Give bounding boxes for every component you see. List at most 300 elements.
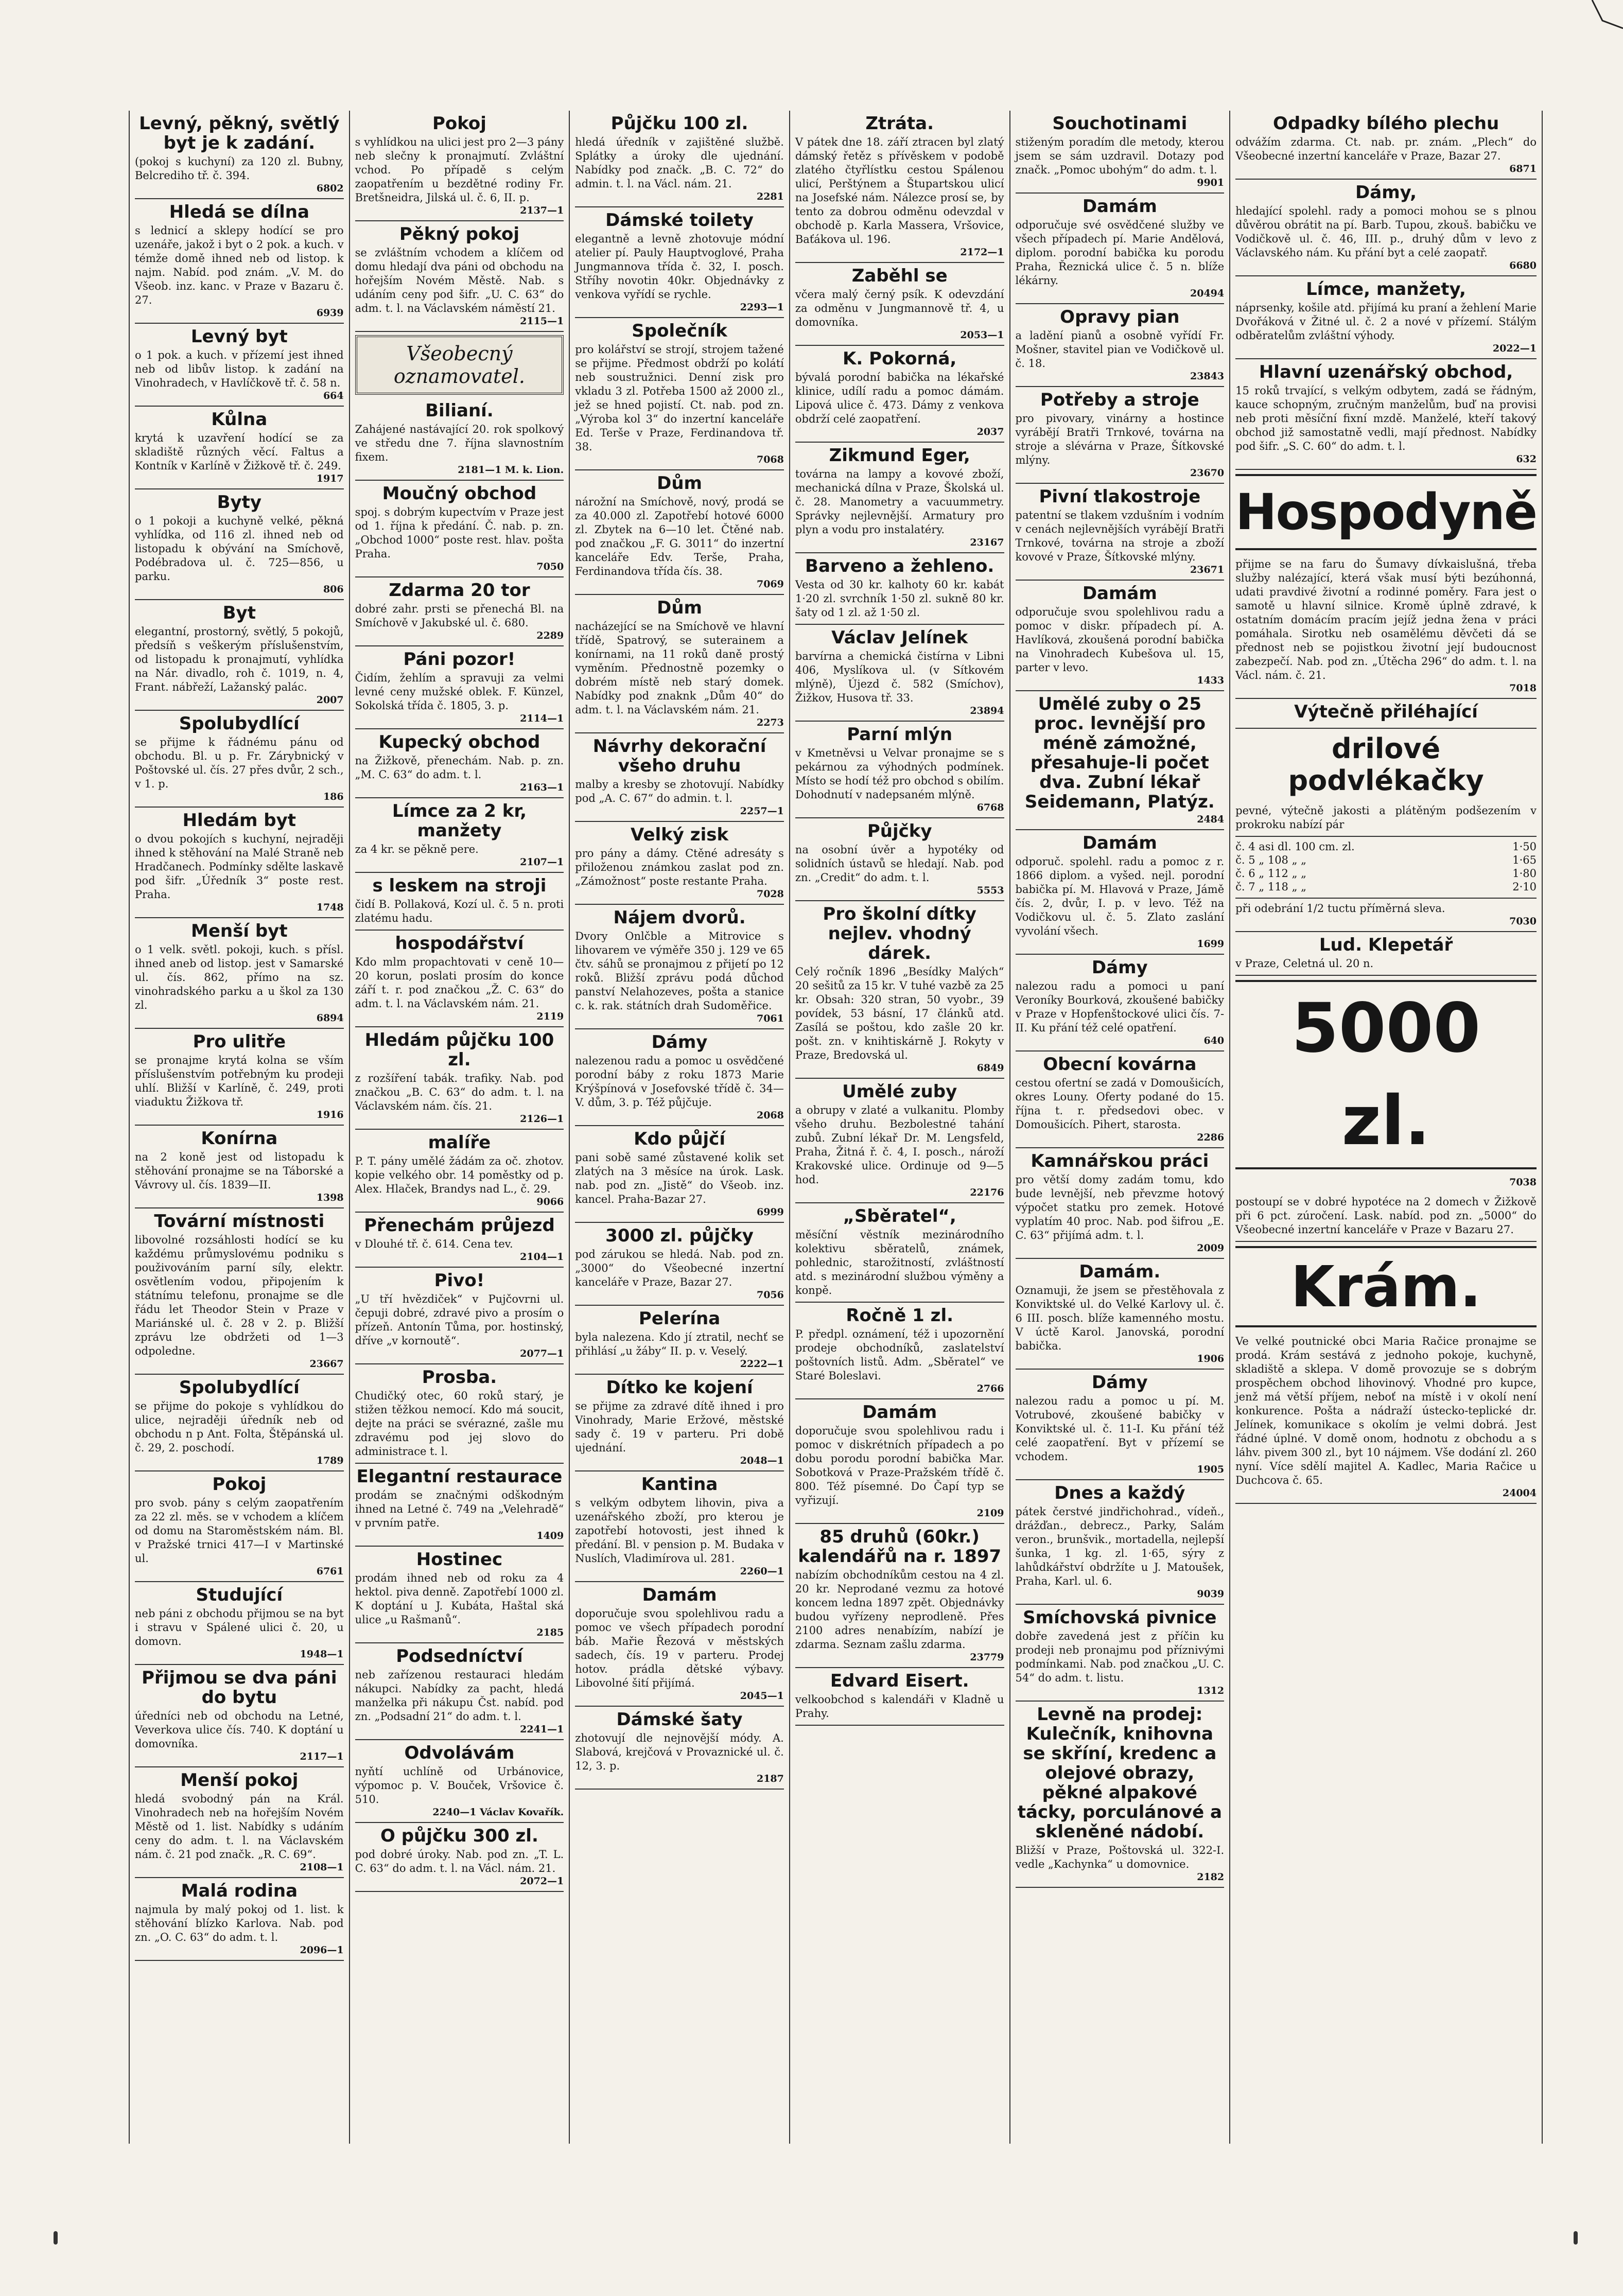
ad-title: „Sběratel“, bbox=[843, 1206, 956, 1226]
classified-ad bbox=[355, 1130, 564, 1213]
classified-ad bbox=[355, 577, 564, 646]
ad-body: o 1 pokoji a kuchyně velké, pěkná vyhlídka, od 116 zl. ihned neb od listopadu k obývání na Smíchově, Podébradova ul. č. 725—856, u parku. bbox=[135, 515, 344, 583]
classified-ad bbox=[135, 918, 344, 1029]
ad-reference-number: 2182 bbox=[1197, 1871, 1225, 1883]
classified-ad bbox=[355, 398, 564, 481]
price-value: 1·65 bbox=[1512, 854, 1537, 866]
classified-ad bbox=[355, 1268, 564, 1364]
classified-ad bbox=[355, 1364, 564, 1464]
ad-reference-number: 2007 bbox=[316, 694, 344, 706]
classified-ad bbox=[1016, 1051, 1225, 1148]
ad-reference-number: 6768 bbox=[976, 802, 1004, 813]
ad-title: Kdo půjčí bbox=[634, 1129, 725, 1149]
ad-body: nalezou radu a pomoc u pí. M. Votrubové, zkoušené babičky v Konviktské ul. č. 11-I. Ku přání též celé zaopatření. Byt v přízemí se vchodem. bbox=[1015, 1395, 1225, 1463]
ad-title: Nájem dvorů. bbox=[613, 907, 746, 928]
price-row bbox=[1235, 853, 1537, 867]
display-headline: Krám. bbox=[1235, 1246, 1537, 1327]
classified-ad bbox=[135, 1029, 344, 1126]
ad-title: Hledám půjčku 100 zl. bbox=[364, 1030, 554, 1070]
ad-body: pro pivovary, vinárny a hostince vyrábějí Bratři Trnkové, továrna na stroje a slévárna v Praze, Šítkovské mlýny. bbox=[1015, 412, 1225, 466]
ad-title: K. Pokorná, bbox=[843, 348, 957, 369]
ad-title: malíře bbox=[428, 1132, 491, 1153]
classified-ad bbox=[795, 625, 1004, 722]
ad-body: Oznamuji, že jsem se přestěhovala z Konviktské ul. do Velké Karlovy ul. č. 6 III. posch. blíže kamenného mostu. V úctě Karol. Janovská, porodní babička. bbox=[1015, 1284, 1225, 1352]
ad-title: s leskem na stroji bbox=[372, 875, 547, 896]
ad-body: doporučuje svou spolehlivou radu a pomoc ve všech případech porodní báb. Mařie Řezová v městských sadech, čís. 19 v parteru. Prodej hotov. prádla dětské výbavy. Libovolné šití přijímá. bbox=[575, 1607, 784, 1689]
ad-reference-number: 23667 bbox=[309, 1358, 344, 1370]
ad-title: Spolubydlící bbox=[179, 713, 300, 734]
ad-reference-number: 7069 bbox=[756, 579, 784, 590]
newspaper-page bbox=[129, 111, 1543, 2144]
ad-title: Umělé zuby bbox=[842, 1081, 957, 1102]
ad-reference-number: 2240—1 Václav Kovařík. bbox=[432, 1807, 564, 1818]
ad-title: Opravy pian bbox=[1060, 307, 1180, 327]
classified-ad bbox=[135, 808, 344, 918]
ad-title: Dámy bbox=[1091, 1372, 1148, 1393]
ad-reference-number: 2289 bbox=[536, 630, 564, 641]
price-row bbox=[1235, 867, 1537, 880]
classified-ad bbox=[575, 1582, 784, 1707]
ad-body: se přijme k řádnému pánu od obchodu. Bl. u p. Fr. Zárybnický v Poštovské ul. čís. 27 přes dvůr, 2 sch., v 1. p. bbox=[135, 736, 344, 790]
ad-body: 15 roků trvající, s velkým odbytem, zadá se řádným, kauce schopným, zručným manželům, buď na provisi neb proti měsíční fixní mzdě. Manželé, kteří takový obchod již samostatně vedli, mají přednost. Nabídky pod šifr. „S. C. 60“ do adm. t. l. bbox=[1235, 384, 1537, 452]
ad-reference-number: 2137—1 bbox=[520, 205, 564, 216]
ad-reference-number: 2181—1 M. k. Lion. bbox=[458, 464, 564, 476]
ad-title: Smíchovská pivnice bbox=[1023, 1607, 1217, 1628]
ad-reference-number: 2109 bbox=[976, 1508, 1004, 1519]
ad-title: Ročně 1 zl. bbox=[846, 1305, 954, 1326]
ad-reference-number: 1312 bbox=[1197, 1685, 1225, 1696]
ad-title: Výtečně přiléhající bbox=[1294, 702, 1478, 722]
classified-ad bbox=[1235, 699, 1537, 729]
ad-title: Damám bbox=[1082, 196, 1157, 217]
ad-title: Edvard Eisert. bbox=[830, 1671, 969, 1691]
column-5 bbox=[1010, 111, 1231, 2144]
ad-body: odvážím zdarma. Ct. nab. pr. znám. „Plech“ do Všeobecné inzertní kanceláře v Praze, Bazar 27. bbox=[1235, 136, 1537, 162]
ad-body: pevné, výtečně jakosti a plátěným podšezením v prokroku nabízí pár bbox=[1235, 804, 1537, 831]
ad-reference-number: 2260—1 bbox=[740, 1566, 784, 1577]
ad-body: úředníci neb od obchodu na Letné, Veverkova ulice čís. 740. K doptání u domovníka. bbox=[135, 1710, 344, 1750]
classified-ad bbox=[1235, 276, 1537, 359]
ad-title: Dnes a každý bbox=[1054, 1483, 1185, 1503]
corner-fold-icon bbox=[1577, 0, 1623, 46]
classified-ad bbox=[575, 111, 784, 207]
ad-body: s vyhlídkou na ulici jest pro 2—3 pány neb slečny k pronajmutí. Zvláštní vchod. Po případě s celým zaopatřením u bezdětné rodiny Fr. Bretšneidra, Jilská ul. č. 6, II. p. bbox=[355, 136, 564, 204]
ad-reference-number: 2273 bbox=[756, 717, 784, 728]
classified-ad bbox=[135, 1878, 344, 1961]
ad-title: Společník bbox=[632, 321, 727, 341]
page-corner-fold bbox=[1577, 0, 1623, 46]
ad-body: Chudičký otec, 60 roků starý, je stižen těžkou nemocí. Kdo má soucit, dejte na práci se svérazné, zašle mu zdravému pod jej slovo do administrace t. l. bbox=[355, 1390, 564, 1458]
ad-body: hledá svobodný pán na Král. Vinohradech neb na hořejším Novém Městě od 1. list. Nabídky s udáním ceny do adm. t. l. na Václavském nám. č. 21 pod značk. „R. C. 69“. bbox=[135, 1793, 344, 1861]
ad-body: měsíční věstník mezinárodního kolektivu sběratelů, známek, pohlednic, starožitností, zvláštností atd. s mezinárodní službou výměny a konpě. bbox=[795, 1229, 1004, 1296]
ad-body: V pátek dne 18. září ztracen byl zlatý dámský řetěz s přívěskem v podobě zlatého čtyřlístku cestou Spálenou ulicí, Perštýnem a Štupartskou ulicí na Josefské nám. Nálezce prosí se, by tento za dobrou odměnu odevzdal v obchodě p. Karla Massera, Vršovice, Baťákova ul. 196. bbox=[795, 136, 1004, 246]
ad-body: prodám ihned neb od roku za 4 hektol. piva denně. Zapotřebí 1000 zl. K doptání u J. Kubáta, Haštal ská ulice „u Rašmanů“. bbox=[355, 1572, 564, 1626]
ad-body: prodám se značnými odškodným ihned na Letné č. 749 na „Velehradě“ v prvním patře. bbox=[355, 1489, 564, 1529]
binding-mark-right bbox=[1574, 2231, 1578, 2245]
classified-ad bbox=[1016, 304, 1225, 387]
classified-ad bbox=[1016, 955, 1225, 1051]
classified-ad bbox=[795, 111, 1004, 263]
ad-reference-number: 806 bbox=[323, 584, 344, 595]
ad-title: Pivo! bbox=[434, 1270, 485, 1291]
ad-body: najmula by malý pokoj od 1. list. k stěhování blízko Karlova. Nab. pod zn. „O. C. 63“ do adm. t. l. bbox=[135, 1903, 344, 1943]
ad-body: odporuč. spolehl. radu a pomoc z r. 1866 diplom. a vyšed. nejl. porodní babička pí. M. Hlavová v Praze, Jámě čís. 2, dvůr, I. p. v levo. Též na Vodičkovu ul. č. 5. Zlato zaslání vyvolání všech. bbox=[1015, 855, 1225, 937]
ad-title: Malá rodina bbox=[181, 1881, 298, 1901]
ad-reference-number: 2187 bbox=[756, 1773, 784, 1784]
ad-reference-number: 2114—1 bbox=[520, 713, 564, 724]
ad-body: elegantní, prostorný, světlý, 5 pokojů, předsíň s veškerým příslušenstvím, od listopadu k pronajmutí, vyhlídka na Nár. divadlo, roh č. 1019, n. 4, Frant. nábřeží, Lažanský palác. bbox=[135, 625, 344, 693]
ad-reference-number: 2257—1 bbox=[740, 805, 784, 817]
classified-ad bbox=[575, 822, 784, 905]
ad-body: Čidím, žehlím a spravuji za velmi levné ceny mužské oblek. F. Künzel, Sokolská třída č. 1805, 3. p. bbox=[355, 672, 564, 712]
classified-ad bbox=[135, 199, 344, 324]
ad-reference-number: 2053—1 bbox=[960, 329, 1004, 341]
ad-title: Konírna bbox=[201, 1128, 278, 1149]
classified-ad bbox=[575, 1126, 784, 1223]
ad-body: a obrupy v zlaté a vulkanitu. Plomby všeho druhu. Bezbolestné tahání zubů. Zubní lékař Dr. M. Lengsfeld, Praha, Žitná ř. č. 4, I. posch., nároží Krakovské ulice. Ordinuje od 9—5 hod. bbox=[795, 1104, 1004, 1186]
classified-ad bbox=[1235, 1331, 1537, 1504]
ad-title: Spolubydlící bbox=[179, 1377, 300, 1398]
classified-ad bbox=[355, 1213, 564, 1268]
ad-body: odporučuje své osvědčené služby ve všech případech pí. Marie Andělová, diplom. porodní babička ku porodu Praha, Řeznická ulice č. 5 n. blíže lékárny. bbox=[1015, 219, 1225, 287]
ad-title: Parní mlýn bbox=[847, 724, 953, 745]
ad-title: 3000 zl. půjčky bbox=[605, 1225, 754, 1246]
price-size: č. 7 „ 118 „ „ bbox=[1235, 881, 1307, 893]
classified-ad bbox=[355, 1027, 564, 1130]
ad-title: Páni pozor! bbox=[403, 649, 516, 670]
classified-ad bbox=[1016, 194, 1225, 304]
ad-title: Přijmou se dva páni do bytu bbox=[142, 1668, 337, 1708]
classified-ad bbox=[1235, 899, 1537, 932]
ad-title: hospodářství bbox=[395, 933, 524, 954]
ad-reference-number: 22176 bbox=[970, 1187, 1004, 1198]
ad-body: pod dobré úroky. Nab. pod zn. „T. L. C. 63“ do adm. t. l. na Václ. nám. 21. bbox=[355, 1848, 564, 1874]
ad-title: Pokoj bbox=[212, 1474, 267, 1495]
ad-title: Barveno a žehleno. bbox=[805, 556, 994, 576]
classified-ad bbox=[575, 1306, 784, 1375]
classified-ad bbox=[575, 905, 784, 1029]
classified-ad bbox=[575, 1223, 784, 1306]
ad-body: P. T. pány umělé žádám za oč. zhotov. kopie velkého obr. 14 poměstky od p. Alex. Hlaček, Brandys nad L., č. 29. bbox=[355, 1155, 564, 1195]
classified-ad bbox=[355, 1643, 564, 1740]
ad-title: Levný byt bbox=[190, 326, 288, 347]
ad-reference-number: 2022—1 bbox=[1492, 343, 1537, 354]
classified-ad bbox=[355, 481, 564, 577]
ad-reference-number: 2126—1 bbox=[520, 1113, 564, 1125]
classified-ad bbox=[135, 1582, 344, 1665]
ad-body: pro kolářství se strojí, strojem tažené se přijme. Předmost obdrží po kolátí neb soustružnici. Denní zisk pro vkladu 3 zl. Potřeba 1500 až 2000 zl., jež se hned pojistí. Ct. nab. pod zn. „Výroba kol 3“ do inzertní kanceláře Ed. Terše v Praze, Ferdinandova tř. 38. bbox=[575, 343, 784, 453]
classified-ad bbox=[795, 1524, 1004, 1668]
ad-body: o dvou pokojích s kuchyní, nejraději ihned k stěhování na Malé Straně neb Hradčanech. Podmínky sdělte laskavě pod šifr. „Úředník 3“ poste rest. Praha. bbox=[135, 833, 344, 901]
ad-title: Půjčku 100 zl. bbox=[610, 113, 748, 134]
price-list bbox=[1235, 837, 1537, 899]
ad-body: Bližší v Praze, Poštovská ul. 322-I. vedle „Kachynka“ u domovnice. bbox=[1015, 1844, 1225, 1870]
ad-reference-number: 9066 bbox=[536, 1196, 564, 1207]
ad-title: 85 druhů (60kr.) kalendářů na r. 1897 bbox=[798, 1527, 1002, 1567]
price-value: 1·80 bbox=[1512, 867, 1537, 880]
ad-reference-number: 7030 bbox=[1509, 916, 1537, 927]
ad-title: Levný, pěkný, světlý byt je k zadání. bbox=[139, 113, 340, 153]
ad-title: Zikmund Eger, bbox=[829, 445, 970, 466]
ad-title: Pokoj bbox=[432, 113, 486, 134]
classified-ad bbox=[135, 1665, 344, 1767]
column-4 bbox=[790, 111, 1010, 2144]
price-size: č. 5 „ 108 „ „ bbox=[1235, 854, 1307, 866]
classified-ad bbox=[575, 1375, 784, 1471]
ad-title: Prosba. bbox=[422, 1367, 497, 1388]
ad-reference-number: 6849 bbox=[976, 1062, 1004, 1074]
ad-title: Pro ulitře bbox=[193, 1031, 286, 1052]
classified-ad bbox=[1235, 1192, 1537, 1242]
ad-body: pro svob. pány s celým zaopatřením za 22 zl. měs. se v vchodem a klíčem od domu na Staroměstském nám. Bl. v Pražské trnici 417—I v Martinské ul. bbox=[135, 1497, 344, 1565]
ad-title: Zdarma 20 tor bbox=[389, 580, 530, 601]
ad-reference-number: 1748 bbox=[316, 902, 344, 913]
ad-title: Zaběhl se bbox=[851, 266, 948, 286]
ad-body: a ladění pianů a osobně vyřídí Fr. Mošner, stavitel pian ve Vodičkově ul. č. 18. bbox=[1015, 329, 1225, 370]
classified-ad bbox=[575, 1707, 784, 1790]
classified-ad bbox=[135, 1375, 344, 1471]
ad-reference-number: 7050 bbox=[536, 561, 564, 572]
ad-title: Přenechám průjezd bbox=[364, 1215, 555, 1236]
display-headline: 5000 zl. bbox=[1235, 980, 1537, 1169]
ad-body: v Kmetněvsi u Velvar pronajme se s pekárnou za výhodných podmínek. Místo se hodí též pro obchod s obilím. Dohodnutí v nadepsaném mlýně. bbox=[795, 747, 1004, 801]
ad-body: krytá k uzavření hodící se za skladiště různých věcí. Faltus a Kontník v Karlíně v Žižkově tř. č. 249. bbox=[135, 432, 344, 472]
classified-ad bbox=[355, 1464, 564, 1547]
ad-reference-number: 7018 bbox=[1509, 682, 1537, 694]
price-row bbox=[1235, 880, 1537, 893]
classified-ad bbox=[355, 729, 564, 798]
ad-title: O půjčku 300 zl. bbox=[380, 1826, 538, 1846]
ad-reference-number: 2172—1 bbox=[960, 247, 1004, 258]
price-value: 2·10 bbox=[1512, 881, 1537, 893]
ad-title: Odpadky bílého plechu bbox=[1272, 113, 1499, 134]
ad-reference-number: 2108—1 bbox=[300, 1862, 344, 1873]
ad-title: Damám bbox=[642, 1585, 717, 1605]
ad-reference-number: 23671 bbox=[1190, 564, 1225, 575]
ad-reference-number: 6999 bbox=[756, 1206, 784, 1218]
classified-ad bbox=[355, 221, 564, 332]
ad-title: Dům bbox=[657, 473, 702, 494]
column-3 bbox=[570, 111, 790, 2144]
classified-ad bbox=[355, 1740, 564, 1823]
ad-reference-number: 2119 bbox=[536, 1011, 564, 1022]
binding-mark-left bbox=[54, 2231, 58, 2245]
ad-reference-number: 1906 bbox=[1197, 1353, 1225, 1364]
ad-body: hledá úředník v zajištěné službě. Splátky a úroky dle ujednání. Nabídky pod značk. „B. C. 72“ do admin. t. l. na Václ. nám. 21. bbox=[575, 136, 784, 190]
ad-body: včera malý černý psík. K odevzdání za odměnu v Jungmannově tř. 4, u domovníka. bbox=[795, 288, 1004, 328]
ad-title: Damám. bbox=[1079, 1261, 1161, 1282]
ad-reference-number: 6761 bbox=[316, 1566, 344, 1577]
ad-body: při odebrání 1/2 tuctu příměrná sleva. bbox=[1235, 902, 1445, 915]
ad-reference-number: 1789 bbox=[316, 1455, 344, 1466]
classified-ad bbox=[355, 1823, 564, 1892]
ad-reference-number: 2185 bbox=[536, 1627, 564, 1638]
classified-ad bbox=[135, 600, 344, 711]
ad-title: Dámské toilety bbox=[605, 210, 754, 231]
classified-ad bbox=[575, 470, 784, 595]
classified-ad bbox=[1016, 111, 1225, 194]
ad-title: Hostinec bbox=[416, 1549, 503, 1570]
classified-ad bbox=[1235, 801, 1537, 837]
classified-ad bbox=[795, 553, 1004, 625]
ad-body: o 1 velk. světl. pokoji, kuch. s přísl. ihned aneb od listop. jest v Samarské ul. čís. 862, přímo na sz. vinohradského parku a u škol za 130 zl. bbox=[135, 943, 344, 1011]
ad-title: Souchotinami bbox=[1052, 113, 1188, 134]
ad-body: velkoobchod s kalendáři v Kladně u Prahy. bbox=[795, 1693, 1004, 1720]
classified-ad bbox=[1016, 1480, 1225, 1605]
ad-title: Kantina bbox=[641, 1474, 718, 1495]
classified-ad bbox=[795, 263, 1004, 346]
ad-title: Potřeby a stroje bbox=[1040, 390, 1199, 410]
ad-body: v Praze, Celetná ul. 20 n. bbox=[1235, 957, 1374, 970]
ad-reference-number: 2104—1 bbox=[520, 1251, 564, 1263]
classified-ad bbox=[795, 901, 1004, 1079]
ad-body: pod zárukou se hledá. Nab. pod zn. „3000“ do Všeobecné inzertní kanceláře v Praze, Bazar 27. bbox=[575, 1248, 784, 1288]
ad-title: Menší pokoj bbox=[180, 1770, 299, 1791]
ad-body: nacházející se na Smíchově ve hlavní třídě, Spatrový, se suterainem a konírnami, na 11 roků daně prostý vyměním. Přednostně pozemky o dobrém místě neb starý domek. Nabídky pod znaknk „Dům 40“ do adm. t. l. na Václavském nám. 21. bbox=[575, 620, 784, 716]
ad-title: Hlavní uzenářský obchod, bbox=[1259, 362, 1513, 382]
classified-ad bbox=[1016, 1148, 1225, 1259]
classified-ad bbox=[795, 818, 1004, 901]
ad-title: Dítko ke kojení bbox=[606, 1377, 753, 1398]
ad-body: odporučuje svou spolehlivou radu a pomoc v diskr. případech pí. A. Havlíková, zkoušená porodní babička na Vinohradech Kubešova ul. 15, parter v levo. bbox=[1015, 606, 1225, 674]
ad-reference-number: 1398 bbox=[316, 1192, 344, 1203]
ad-reference-number: 20494 bbox=[1190, 288, 1225, 299]
ad-title: Václav Jelínek bbox=[831, 627, 968, 648]
ad-body: nalezou radu a pomoci u paní Veroníky Bourková, zkoušené babičky v Praze v Hopfenštockové ulici čís. 7-II. Ku přání též celé opatření. bbox=[1015, 980, 1225, 1034]
classified-ad bbox=[1016, 691, 1225, 830]
ad-title: Límce, manžety, bbox=[1306, 279, 1466, 300]
ad-body: nárožní na Smíchově, nový, prodá se za 40.000 zl. Zapotřebí hotové 6000 zl. Zbytek na 6—10 let. Čtěné nab. pod značkou „F. G. 3011“ do inzertní kanceláře Edv. Terše, Praha, Ferdinandova třída čís. 38. bbox=[575, 496, 784, 577]
ad-title: Kůlna bbox=[211, 409, 268, 430]
classified-ad bbox=[135, 1471, 344, 1582]
ad-body: Ve velké poutnické obci Maria Račice pronajme se prodá. Krám sestává z jednoho pokoje, kuchyně, skladiště a sklepa. V domě provozuje se s dobrým prospěchem obchod lihovinový. Vhodné pro kupce, jenž má větší příjem, neboť na místě i v okolí není konkurence. Pošta a nádraží ústecko-teplické dr. Jelínek, komunikace s okolím je velmi dobrá. Jest řádné úplné. V domě onom, hodnotu z obchodu a s láhv. pivem 300 zl., byt 10 nájmem. Vše dodání zl. 260 nyní. Více sdělí majitel A. Kadlec, Maria Račice u Duchcova č. 65. bbox=[1235, 1335, 1537, 1486]
ad-title: Návrhy dekorační všeho druhu bbox=[592, 736, 766, 776]
ad-title: Umělé zuby o 25 proc. levnější pro méně zámožné, přesahuje-li počet dva. Zubní lékař Seidemann, Platýz. bbox=[1024, 694, 1215, 812]
section-banner: Všeobecný oznamovatel. bbox=[355, 335, 564, 395]
ad-title: Odvolávám bbox=[404, 1743, 515, 1763]
column-1 bbox=[130, 111, 350, 2144]
ad-reference-number: 1916 bbox=[316, 1109, 344, 1120]
ad-reference-number: 1917 bbox=[316, 473, 344, 484]
ad-title: Damám bbox=[1082, 583, 1157, 604]
ad-body: Dvory Onlčble a Mitrovice s lihovarem ve výměře 350 j. 129 ve 65 čtv. sáhů se pronajmou z přijetí po 12 roků. Bližší zprávu podá důchod panství Nelahozeves, pošta a stanice c. k. rak. státních drah Sudoměřice. bbox=[575, 930, 784, 1012]
ad-reference-number: 2222—1 bbox=[740, 1358, 784, 1370]
ad-body: s lednicí a sklepy hodící se pro uzenáře, jakož i byt o 2 pok. a kuch. v témže domě ihned neb od listop. k najm. Nabíd. pod znám. „V. M. do Všeob. inz. kanc. v Praze v Bazaru č. 27. bbox=[135, 224, 344, 306]
ad-body: se přijme do pokoje s vyhlídkou do ulice, nejraději úředník neb od obchodu n p Ant. Folta, Štěpánská ul. č. 29, 2. poschodí. bbox=[135, 1400, 344, 1454]
classified-ad bbox=[355, 1547, 564, 1643]
ad-title: Studující bbox=[196, 1585, 283, 1605]
ad-body: nyňtí uchlíně od Urbánovice, výpomoc p. V. Bouček, Vršovice č. 510. bbox=[355, 1765, 564, 1806]
classified-ad bbox=[1016, 830, 1225, 955]
ad-reference-number: 2077—1 bbox=[520, 1348, 564, 1359]
ad-body: Celý ročník 1896 „Besídky Malých“ 20 sešitů za 15 kr. V tuhé vazbě za 25 kr. Obsah: 320 stran, 50 vyobr., 39 povídek, 53 básní, 17 článků atd. Zasílá se poštou, kdo zašle 20 kr. pošt. zn. v knihtiskárně J. Rokyty v Praze, Bredovská ul. bbox=[795, 966, 1004, 1061]
ad-body: dobře zavedená jest z příčin ku prodeji neb pronajmu pod příznivými podmínkami. Nab. pod značkou „U. C. 54“ do adm. t. listu. bbox=[1015, 1630, 1225, 1684]
classified-ad bbox=[795, 722, 1004, 818]
ad-body: postoupí se v dobré hypotéce na 2 domech v Žižkově při 6 pct. zúročení. Lask. nabíd. pod zn. „5000“ do Všeobecné inzertní kanceláře v Praze v Bazaru 27. bbox=[1235, 1196, 1537, 1236]
ad-reference-number: 2037 bbox=[976, 426, 1004, 437]
ad-reference-number: 1409 bbox=[536, 1530, 564, 1541]
ad-body: pátek čerstvé jindřichohrad., vídeň., drážďan., debrecz., Parky, Salám veron., brunšvik., mortadella, nejlepší šunka, 1 kg. zl. 1·65, sýry z lahůdkářství obdržíte u J. Matoušek, Praha, Karl. ul. 6. bbox=[1015, 1505, 1225, 1587]
ad-body: se zvláštním vchodem a klíčem od domu hledají dva páni od obchodu na hořejším Novém Městě. Nab. s udáním ceny pod šifr. „U. C. 63“ do adm. t. l. na Václavském náměstí 21. bbox=[355, 247, 564, 314]
ad-title: Byt bbox=[222, 603, 256, 623]
ad-reference-number: 632 bbox=[1516, 453, 1537, 465]
ad-body: neb zařízenou restauraci hledám nákupci. Nabídky za pacht, hledá manželka při nákupu Čst. nabíd. pod zn. „Podsadní 21“ do adm. t. l. bbox=[355, 1669, 564, 1723]
ad-title: Menší byt bbox=[191, 921, 288, 941]
classified-ad bbox=[135, 711, 344, 808]
classified-ad bbox=[575, 318, 784, 470]
classified-ad bbox=[795, 1303, 1004, 1399]
ad-reference-number: 2068 bbox=[756, 1110, 784, 1121]
ad-reference-number: 23894 bbox=[970, 705, 1004, 716]
ad-body: v Dlouhé tř. č. 614. Cena tev. bbox=[355, 1238, 513, 1250]
ad-body: doporučuje svou spolehlivou radu i pomoc v diskrétních případech a po dobu porodu porodní babička Mar. Sobotková v Praze-Pražském třídě č. 800. Též písemné. Do Čapí typ se vyřizují. bbox=[795, 1425, 1004, 1506]
ad-reference-number: 1905 bbox=[1197, 1464, 1225, 1475]
ad-body: neb páni z obchodu přijmou se na byt i stravu v Spálené ulici č. 20, u domovn. bbox=[135, 1607, 344, 1647]
ad-title: Dámy bbox=[1091, 957, 1148, 978]
classified-ad bbox=[135, 1126, 344, 1208]
ad-title: Velký zisk bbox=[631, 825, 729, 845]
ad-reference-number: 664 bbox=[323, 390, 344, 401]
ad-reference-number: 2163—1 bbox=[520, 782, 564, 793]
classified-ad bbox=[575, 1029, 784, 1126]
ad-title: Kupecký obchod bbox=[378, 732, 540, 752]
ad-title: Damám bbox=[1082, 833, 1157, 853]
classified-ad bbox=[1235, 932, 1537, 976]
ad-reference-number: 1699 bbox=[1197, 938, 1225, 950]
ad-title: Pěkný pokoj bbox=[399, 224, 520, 244]
classified-ad bbox=[135, 324, 344, 407]
classified-ad bbox=[575, 595, 784, 733]
classified-ad bbox=[135, 407, 344, 489]
ad-reference-number: 6680 bbox=[1509, 260, 1537, 271]
ad-body: barvírna a chemická čistírna v Libni 406, Myslíkova ul. (v Sítkovém mlýně), Újezd č. 582 (Smíchov), Žižkov, Husova tř. 33. bbox=[795, 650, 1004, 704]
ad-body: z rozšíření tabák. trafiky. Nab. pod značkou „B. C. 63“ do adm. t. l. na Václavském nám. čís. 21. bbox=[355, 1072, 564, 1112]
classified-ad bbox=[795, 1079, 1004, 1203]
classified-ad bbox=[1235, 359, 1537, 470]
ad-body: na 2 koně jest od listopadu k stěhování pronajme se na Táborské a Vávrovy ul. čís. 1839—II. bbox=[135, 1151, 344, 1191]
ad-reference-number: 6939 bbox=[316, 307, 344, 319]
ad-title: Dům bbox=[657, 598, 702, 618]
classified-ad bbox=[1016, 581, 1225, 691]
ad-body: dobré zahr. prsti se přenechá Bl. na Smíchově v Jakubské ul. č. 680. bbox=[355, 603, 564, 629]
ad-reference-number: 7061 bbox=[756, 1013, 784, 1024]
ad-title: Tovární místnosti bbox=[154, 1211, 325, 1232]
ad-body: za 4 kr. se pěkně pere. bbox=[355, 843, 479, 855]
ad-reference-number: 7038 bbox=[1509, 1177, 1537, 1188]
display-headline: drilové podvlékačky bbox=[1288, 732, 1484, 797]
price-value: 1·50 bbox=[1512, 840, 1537, 853]
classified-ad bbox=[135, 1208, 344, 1375]
ad-reference-number: 2117—1 bbox=[300, 1751, 344, 1762]
ad-title: Pelerína bbox=[638, 1308, 721, 1329]
display-headline: Hospodyně bbox=[1235, 474, 1537, 550]
ad-reference-number: 23167 bbox=[970, 537, 1004, 548]
ad-body: s velkým odbytem lihovin, piva a uzenářského zboží, pro kterou je zapotřebí hotovosti, jest ihned k předání. Bl. v pension p. M. Budaka v Nuslích, Vladimírova ul. 281. bbox=[575, 1497, 784, 1565]
classified-ad bbox=[575, 1471, 784, 1582]
ad-reference-number: 6871 bbox=[1509, 163, 1537, 174]
price-row bbox=[1235, 840, 1537, 853]
ad-body: pro větší domy zadám tomu, kdo bude levnější, neb převzme hotový výpočet statku pro zemek. Hotové vyplatím 40 proc. Nab. pod šifrou „E. C. 63“ přijímá adm. t. l. bbox=[1015, 1173, 1225, 1241]
ad-body: spoj. s dobrým kupectvím v Praze jest od 1. října k předání. Č. nab. p. zn. „Obchod 1000“ poste rest. hlav. pošta Praha. bbox=[355, 506, 564, 560]
ad-reference-number: 23779 bbox=[970, 1652, 1004, 1663]
ad-reference-number: 7056 bbox=[756, 1289, 784, 1301]
classified-ad bbox=[355, 646, 564, 729]
ad-title: Levně na prodej: Kulečník, knihovna se skříní, kredenc a olejové obrazy, pěkné alpakové tácky, porculánové a skleněné nádobí. bbox=[1017, 1704, 1222, 1842]
column-2 bbox=[350, 111, 570, 2144]
ad-title: Dámské šaty bbox=[616, 1709, 743, 1730]
ad-body: pro pány a dámy. Ctěné adresáty s přiloženou známkou zaslat pod zn. „Zámožnost“ poste restante Praha. bbox=[575, 847, 784, 887]
ad-reference-number: 2286 bbox=[1197, 1132, 1225, 1143]
